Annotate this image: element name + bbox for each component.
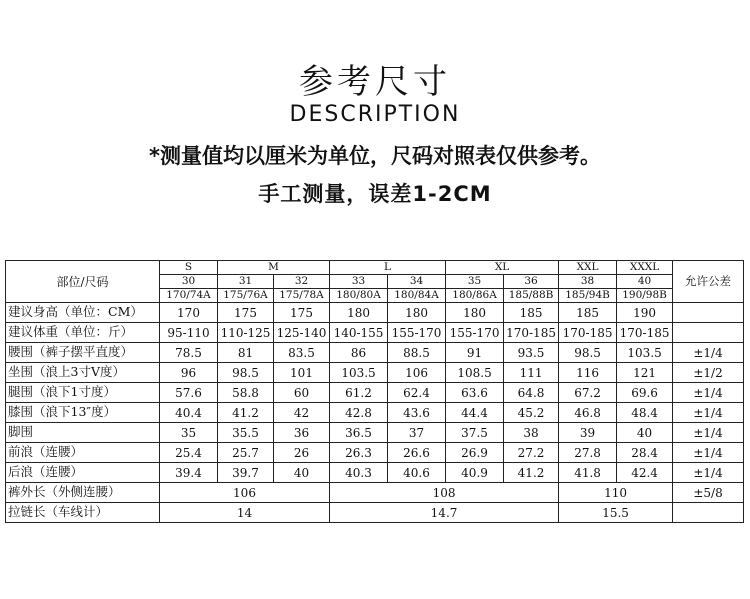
cell-value: 175 bbox=[274, 303, 330, 323]
row-label: 建议身高（单位：CM） bbox=[6, 303, 160, 323]
size-group-l: L bbox=[330, 261, 446, 275]
cell-value: 110 bbox=[559, 483, 673, 503]
row-label: 建议体重（单位：斤） bbox=[6, 323, 160, 343]
waist-size: 32 bbox=[274, 275, 330, 289]
cell-value: 40.6 bbox=[388, 463, 446, 483]
waist-size: 36 bbox=[504, 275, 559, 289]
page-title: 参考尺寸 bbox=[299, 62, 451, 102]
table-row bbox=[6, 343, 744, 363]
waist-size: 35 bbox=[446, 275, 504, 289]
cell-value: 116 bbox=[559, 363, 617, 383]
tolerance-cell bbox=[673, 323, 744, 343]
tolerance-cell: ±1/4 bbox=[673, 443, 744, 463]
cell-value: 40 bbox=[617, 423, 673, 443]
allowance-header: 允许公差 bbox=[673, 261, 744, 303]
cell-value: 95-110 bbox=[160, 323, 218, 343]
size-group-xl: XL bbox=[446, 261, 559, 275]
cell-value: 106 bbox=[388, 363, 446, 383]
cell-value: 42.8 bbox=[330, 403, 388, 423]
cell-value: 180 bbox=[446, 303, 504, 323]
cell-value: 37.5 bbox=[446, 423, 504, 443]
cell-value: 170-185 bbox=[559, 323, 617, 343]
table-row bbox=[6, 323, 744, 343]
cell-value: 26 bbox=[274, 443, 330, 463]
cell-value: 41.2 bbox=[218, 403, 274, 423]
tolerance-cell: ±1/4 bbox=[673, 403, 744, 423]
fit-code: 170/74A bbox=[160, 289, 218, 303]
cell-value: 43.6 bbox=[388, 403, 446, 423]
measurement-note: *测量值均以厘米为单位，尺码对照表仅供参考。 bbox=[149, 144, 601, 168]
cell-value: 98.5 bbox=[218, 363, 274, 383]
cell-value: 155-170 bbox=[446, 323, 504, 343]
row-label: 裤外长（外侧连腰） bbox=[6, 483, 160, 503]
cell-value: 67.2 bbox=[559, 383, 617, 403]
size-group-xxl: XXL bbox=[559, 261, 617, 275]
cell-value: 25.7 bbox=[218, 443, 274, 463]
row-label: 腿围（浪下1寸度） bbox=[6, 383, 160, 403]
cell-value: 175 bbox=[218, 303, 274, 323]
cell-value: 180 bbox=[330, 303, 388, 323]
table-row bbox=[6, 383, 744, 403]
table-row-outseam bbox=[6, 483, 744, 503]
waist-size: 31 bbox=[218, 275, 274, 289]
fit-code: 175/78A bbox=[274, 289, 330, 303]
cell-value: 40.3 bbox=[330, 463, 388, 483]
cell-value: 25.4 bbox=[160, 443, 218, 463]
error-note: 手工测量，误差1-2CM bbox=[258, 182, 492, 206]
cell-value: 106 bbox=[160, 483, 330, 503]
tolerance-cell: ±1/2 bbox=[673, 363, 744, 383]
cell-value: 108 bbox=[330, 483, 559, 503]
tolerance-cell: ±5/8 bbox=[673, 483, 744, 503]
fit-code: 175/76A bbox=[218, 289, 274, 303]
cell-value: 39 bbox=[559, 423, 617, 443]
cell-value: 60 bbox=[274, 383, 330, 403]
tolerance-cell: ±1/4 bbox=[673, 463, 744, 483]
cell-value: 125-140 bbox=[274, 323, 330, 343]
cell-value: 101 bbox=[274, 363, 330, 383]
cell-value: 63.6 bbox=[446, 383, 504, 403]
cell-value: 93.5 bbox=[504, 343, 559, 363]
cell-value: 61.2 bbox=[330, 383, 388, 403]
cell-value: 40.9 bbox=[446, 463, 504, 483]
fit-code: 180/86A bbox=[446, 289, 504, 303]
cell-value: 81 bbox=[218, 343, 274, 363]
table-row bbox=[6, 363, 744, 383]
tolerance-cell: ±1/4 bbox=[673, 343, 744, 363]
size-group-m: M bbox=[218, 261, 330, 275]
cell-value: 27.2 bbox=[504, 443, 559, 463]
cell-value: 14 bbox=[160, 503, 330, 523]
cell-value: 190 bbox=[617, 303, 673, 323]
row-label: 脚围 bbox=[6, 423, 160, 443]
cell-value: 96 bbox=[160, 363, 218, 383]
cell-value: 42 bbox=[274, 403, 330, 423]
cell-value: 185 bbox=[504, 303, 559, 323]
fit-code: 190/98B bbox=[617, 289, 673, 303]
cell-value: 26.3 bbox=[330, 443, 388, 463]
size-group-xxxl: XXXL bbox=[617, 261, 673, 275]
table-row bbox=[6, 423, 744, 443]
cell-value: 39.7 bbox=[218, 463, 274, 483]
waist-size: 40 bbox=[617, 275, 673, 289]
cell-value: 36.5 bbox=[330, 423, 388, 443]
waist-size: 38 bbox=[559, 275, 617, 289]
cell-value: 14.7 bbox=[330, 503, 559, 523]
cell-value: 35 bbox=[160, 423, 218, 443]
cell-value: 37 bbox=[388, 423, 446, 443]
row-label: 坐围（浪上3寸V度） bbox=[6, 363, 160, 383]
table-row bbox=[6, 463, 744, 483]
cell-value: 91 bbox=[446, 343, 504, 363]
cell-value: 28.4 bbox=[617, 443, 673, 463]
cell-value: 110-125 bbox=[218, 323, 274, 343]
cell-value: 86 bbox=[330, 343, 388, 363]
cell-value: 170 bbox=[160, 303, 218, 323]
table-row-zipper bbox=[6, 503, 744, 523]
cell-value: 26.9 bbox=[446, 443, 504, 463]
cell-value: 44.4 bbox=[446, 403, 504, 423]
tolerance-cell: ±1/4 bbox=[673, 383, 744, 403]
cell-value: 140-155 bbox=[330, 323, 388, 343]
row-label: 前浪（连腰） bbox=[6, 443, 160, 463]
cell-value: 98.5 bbox=[559, 343, 617, 363]
cell-value: 57.6 bbox=[160, 383, 218, 403]
row-label: 腰围（裤子摆平直度） bbox=[6, 343, 160, 363]
table-row bbox=[6, 403, 744, 423]
cell-value: 15.5 bbox=[559, 503, 673, 523]
waist-size: 33 bbox=[330, 275, 388, 289]
row-label: 拉链长（车线计） bbox=[6, 503, 160, 523]
cell-value: 40 bbox=[274, 463, 330, 483]
size-group-s: S bbox=[160, 261, 218, 275]
cell-value: 38 bbox=[504, 423, 559, 443]
tolerance-cell bbox=[673, 303, 744, 323]
fit-code: 185/88B bbox=[504, 289, 559, 303]
cell-value: 185 bbox=[559, 303, 617, 323]
cell-value: 83.5 bbox=[274, 343, 330, 363]
table-row bbox=[6, 303, 744, 323]
cell-value: 108.5 bbox=[446, 363, 504, 383]
corner-header: 部位/尺码 bbox=[6, 261, 160, 303]
cell-value: 62.4 bbox=[388, 383, 446, 403]
cell-value: 40.4 bbox=[160, 403, 218, 423]
tolerance-cell bbox=[673, 503, 744, 523]
waist-size: 30 bbox=[160, 275, 218, 289]
cell-value: 69.6 bbox=[617, 383, 673, 403]
cell-value: 27.8 bbox=[559, 443, 617, 463]
cell-value: 45.2 bbox=[504, 403, 559, 423]
table-row bbox=[6, 443, 744, 463]
cell-value: 78.5 bbox=[160, 343, 218, 363]
cell-value: 41.8 bbox=[559, 463, 617, 483]
fit-code: 180/84A bbox=[388, 289, 446, 303]
page-subtitle: DESCRIPTION bbox=[289, 102, 461, 127]
cell-value: 121 bbox=[617, 363, 673, 383]
row-label: 后浪（连腰） bbox=[6, 463, 160, 483]
cell-value: 48.4 bbox=[617, 403, 673, 423]
cell-value: 42.4 bbox=[617, 463, 673, 483]
cell-value: 64.8 bbox=[504, 383, 559, 403]
cell-value: 170-185 bbox=[504, 323, 559, 343]
cell-value: 46.8 bbox=[559, 403, 617, 423]
cell-value: 36 bbox=[274, 423, 330, 443]
cell-value: 111 bbox=[504, 363, 559, 383]
cell-value: 155-170 bbox=[388, 323, 446, 343]
cell-value: 103.5 bbox=[617, 343, 673, 363]
row-label: 膝围（浪下13″度） bbox=[6, 403, 160, 423]
cell-value: 180 bbox=[388, 303, 446, 323]
fit-code: 180/80A bbox=[330, 289, 388, 303]
waist-size: 34 bbox=[388, 275, 446, 289]
size-chart-table bbox=[5, 260, 744, 523]
cell-value: 88.5 bbox=[388, 343, 446, 363]
cell-value: 26.6 bbox=[388, 443, 446, 463]
size-group-row bbox=[6, 261, 744, 275]
cell-value: 170-185 bbox=[617, 323, 673, 343]
cell-value: 39.4 bbox=[160, 463, 218, 483]
cell-value: 58.8 bbox=[218, 383, 274, 403]
cell-value: 41.2 bbox=[504, 463, 559, 483]
cell-value: 35.5 bbox=[218, 423, 274, 443]
fit-code: 185/94B bbox=[559, 289, 617, 303]
cell-value: 103.5 bbox=[330, 363, 388, 383]
tolerance-cell: ±1/4 bbox=[673, 423, 744, 443]
